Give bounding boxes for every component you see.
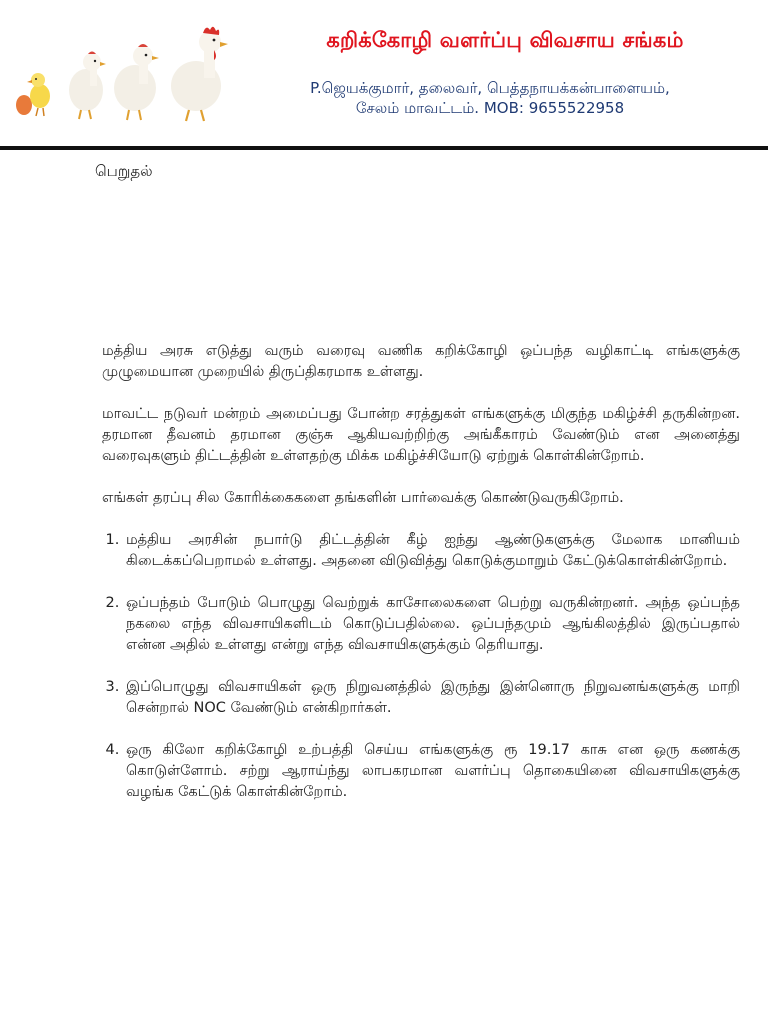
request-list [102, 530, 740, 803]
body-paragraph: மத்திய அரசு எடுத்து வரும் வரைவு வணிக கறிக்கோழி ஒப்பந்த வழிகாட்டி எங்களுக்கு முழுமையான முறையில் திருப்திகரமாக உள்ளது. [102, 343, 740, 380]
request-item: 3. இப்பொழுது விவசாயிகள் ஒரு நிறுவனத்தில் இருந்து இன்னொரு நிறுவனங்களுக்கு மாறி சென்றால் NOC வேண்டும் என்கிறார்கள். [124, 677, 740, 719]
letterhead [0, 0, 768, 152]
contact-line-mobile: சேலம் மாவட்டம். MOB: 9655522958 [355, 99, 625, 117]
organization-title: கறிக்கோழி வளர்ப்பு விவசாய சங்கம் [326, 28, 684, 52]
body-paragraph: மாவட்ட நடுவர் மன்றம் அமைப்பது போன்ற சரத்துகள் எங்களுக்கு மிகுந்த மகிழ்ச்சி தருகின்றன. தரமான தீவனம் தரமான குஞ்சு ஆகியவற்றிற்கு அங்கீகாரம் வேண்டும் என அனைத்து வரைவுகளும் திட்டத்தின் உள்ளதற்கு மிக்க மகிழ்ச்சியோடு ஏற்றுக் கொள்கின்றோம். [102, 406, 740, 464]
request-item: 2. ஒப்பந்தம் போடும் பொழுது வெற்றுக் காசோலைகளை பெற்று வருகின்றனர். அந்த ஒப்பந்த நகலை எந்த விவசாயிகளிடம் கொடுப்பதில்லை. ஒப்பந்தமும் ஆங்கிலத்தில் இருப்பதால் என்ன அதில் உள்ளது என்று எந்த விவசாயிகளுக்கும் தெரியாது. [124, 593, 740, 656]
header-divider [0, 146, 768, 150]
recipient-label: பெறுதல் [95, 162, 153, 180]
chicken-growth-stages-icon [14, 24, 234, 124]
contact-line-president: P.ஜெயக்குமார், தலைவர், பெத்தநாயக்கன்பாளையம், [310, 79, 670, 97]
request-item: 4. ஒரு கிலோ கறிக்கோழி உற்பத்தி செய்ய எங்களுக்கு ரூ 19.17 காசு என ஒரு கணக்கு கொடுள்ளோம். சற்று ஆராய்ந்து லாபகரமான வளர்ப்பு தொகையினை விவசாயிகளுக்கு வழங்க கேட்டுக் கொள்கின்றோம். [124, 740, 740, 803]
body-paragraph: எங்கள் தரப்பு சில கோரிக்கைகளை தங்களின் பார்வைக்கு கொண்டுவருகிறோம். [102, 490, 624, 506]
request-item: 1. மத்திய அரசின் நபார்டு திட்டத்தின் கீழ் ஐந்து ஆண்டுகளுக்கு மேலாக மானியம் கிடைக்கப்பெறாமல் உள்ளது. அதனை விடுவித்து கொடுக்குமாறும் கேட்டுக்கொள்கின்றோம். [124, 530, 740, 572]
letter-body [102, 341, 740, 824]
